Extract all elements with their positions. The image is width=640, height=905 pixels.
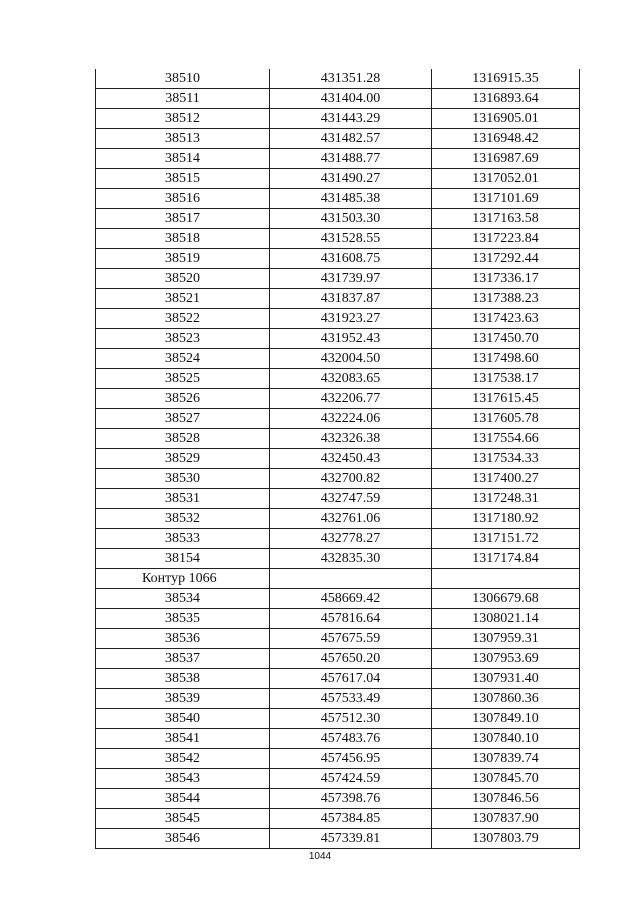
point-number-cell: 38522 xyxy=(96,309,270,329)
y-coordinate-cell: 1317248.31 xyxy=(432,489,580,509)
point-number-cell: 38512 xyxy=(96,109,270,129)
table-row xyxy=(96,109,580,129)
table-row xyxy=(96,469,580,489)
table-row xyxy=(96,489,580,509)
x-coordinate-cell: 432700.82 xyxy=(270,469,432,489)
point-number-cell: 38528 xyxy=(96,429,270,449)
y-coordinate-cell: 1317605.78 xyxy=(432,409,580,429)
y-coordinate-cell: 1317400.27 xyxy=(432,469,580,489)
x-coordinate-cell: 457675.59 xyxy=(270,629,432,649)
point-number-cell: 38534 xyxy=(96,589,270,609)
y-coordinate-cell: 1317163.58 xyxy=(432,209,580,229)
point-number-cell: 38545 xyxy=(96,809,270,829)
point-number-cell: 38539 xyxy=(96,689,270,709)
table-row xyxy=(96,549,580,569)
point-number-cell: 38531 xyxy=(96,489,270,509)
x-coordinate-cell: 432004.50 xyxy=(270,349,432,369)
point-number-cell: 38529 xyxy=(96,449,270,469)
y-coordinate-cell: 1316915.35 xyxy=(432,69,580,89)
table-row xyxy=(96,649,580,669)
y-coordinate-cell: 1307837.90 xyxy=(432,809,580,829)
x-coordinate-cell: 432326.38 xyxy=(270,429,432,449)
x-coordinate-cell: 458669.42 xyxy=(270,589,432,609)
x-coordinate-cell: 457512.30 xyxy=(270,709,432,729)
y-coordinate-cell: 1316893.64 xyxy=(432,89,580,109)
x-coordinate-cell: 432778.27 xyxy=(270,529,432,549)
y-coordinate-cell: 1307931.40 xyxy=(432,669,580,689)
x-coordinate-cell: 431404.00 xyxy=(270,89,432,109)
x-coordinate-cell: 432083.65 xyxy=(270,369,432,389)
table-row xyxy=(96,609,580,629)
x-coordinate-cell: 432835.30 xyxy=(270,549,432,569)
y-coordinate-cell: 1316905.01 xyxy=(432,109,580,129)
x-coordinate-cell: 431528.55 xyxy=(270,229,432,249)
table-row xyxy=(96,689,580,709)
table-row xyxy=(96,669,580,689)
table-row xyxy=(96,249,580,269)
table-row xyxy=(96,209,580,229)
y-coordinate-cell: 1307840.10 xyxy=(432,729,580,749)
point-number-cell: 38519 xyxy=(96,249,270,269)
x-coordinate-cell: 432450.43 xyxy=(270,449,432,469)
empty-cell xyxy=(432,569,580,589)
contour-label: Контур 1066 xyxy=(96,569,270,589)
y-coordinate-cell: 1317450.70 xyxy=(432,329,580,349)
table-row xyxy=(96,329,580,349)
point-number-cell: 38533 xyxy=(96,529,270,549)
y-coordinate-cell: 1307959.31 xyxy=(432,629,580,649)
point-number-cell: 38523 xyxy=(96,329,270,349)
x-coordinate-cell: 457483.76 xyxy=(270,729,432,749)
coordinates-table xyxy=(95,69,580,849)
y-coordinate-cell: 1317292.44 xyxy=(432,249,580,269)
y-coordinate-cell: 1307846.56 xyxy=(432,789,580,809)
x-coordinate-cell: 431608.75 xyxy=(270,249,432,269)
point-number-cell: 38535 xyxy=(96,609,270,629)
x-coordinate-cell: 457617.04 xyxy=(270,669,432,689)
table-row xyxy=(96,449,580,469)
table-row xyxy=(96,149,580,169)
x-coordinate-cell: 457816.64 xyxy=(270,609,432,629)
point-number-cell: 38511 xyxy=(96,89,270,109)
x-coordinate-cell: 431739.97 xyxy=(270,269,432,289)
x-coordinate-cell: 457398.76 xyxy=(270,789,432,809)
point-number-cell: 38510 xyxy=(96,69,270,89)
x-coordinate-cell: 431485.38 xyxy=(270,189,432,209)
y-coordinate-cell: 1316948.42 xyxy=(432,129,580,149)
point-number-cell: 38544 xyxy=(96,789,270,809)
y-coordinate-cell: 1307845.70 xyxy=(432,769,580,789)
table-row xyxy=(96,229,580,249)
point-number-cell: 38514 xyxy=(96,149,270,169)
table-row xyxy=(96,349,580,369)
point-number-cell: 38541 xyxy=(96,729,270,749)
table-row xyxy=(96,429,580,449)
y-coordinate-cell: 1307849.10 xyxy=(432,709,580,729)
table-row xyxy=(96,769,580,789)
y-coordinate-cell: 1317151.72 xyxy=(432,529,580,549)
x-coordinate-cell: 432224.06 xyxy=(270,409,432,429)
point-number-cell: 38527 xyxy=(96,409,270,429)
y-coordinate-cell: 1308021.14 xyxy=(432,609,580,629)
x-coordinate-cell: 457650.20 xyxy=(270,649,432,669)
x-coordinate-cell: 431443.29 xyxy=(270,109,432,129)
table-row xyxy=(96,509,580,529)
empty-cell xyxy=(270,569,432,589)
point-number-cell: 38542 xyxy=(96,749,270,769)
y-coordinate-cell: 1317388.23 xyxy=(432,289,580,309)
y-coordinate-cell: 1317223.84 xyxy=(432,229,580,249)
table-row xyxy=(96,709,580,729)
y-coordinate-cell: 1307953.69 xyxy=(432,649,580,669)
table-row xyxy=(96,729,580,749)
y-coordinate-cell: 1317336.17 xyxy=(432,269,580,289)
x-coordinate-cell: 431503.30 xyxy=(270,209,432,229)
table-row xyxy=(96,749,580,769)
point-number-cell: 38540 xyxy=(96,709,270,729)
x-coordinate-cell: 457339.81 xyxy=(270,829,432,849)
point-number-cell: 38520 xyxy=(96,269,270,289)
y-coordinate-cell: 1317534.33 xyxy=(432,449,580,469)
y-coordinate-cell: 1317554.66 xyxy=(432,429,580,449)
table-row xyxy=(96,69,580,89)
x-coordinate-cell: 432761.06 xyxy=(270,509,432,529)
table-row xyxy=(96,529,580,549)
y-coordinate-cell: 1307839.74 xyxy=(432,749,580,769)
x-coordinate-cell: 431952.43 xyxy=(270,329,432,349)
y-coordinate-cell: 1317498.60 xyxy=(432,349,580,369)
table-row xyxy=(96,809,580,829)
table-row xyxy=(96,189,580,209)
y-coordinate-cell: 1317101.69 xyxy=(432,189,580,209)
x-coordinate-cell: 457424.59 xyxy=(270,769,432,789)
table-row xyxy=(96,89,580,109)
point-number-cell: 38517 xyxy=(96,209,270,229)
coordinates-table-body xyxy=(96,69,580,849)
point-number-cell: 38521 xyxy=(96,289,270,309)
x-coordinate-cell: 457456.95 xyxy=(270,749,432,769)
point-number-cell: 38536 xyxy=(96,629,270,649)
y-coordinate-cell: 1306679.68 xyxy=(432,589,580,609)
y-coordinate-cell: 1317052.01 xyxy=(432,169,580,189)
table-row xyxy=(96,629,580,649)
table-row xyxy=(96,129,580,149)
table-row xyxy=(96,269,580,289)
point-number-cell: 38546 xyxy=(96,829,270,849)
point-number-cell: 38515 xyxy=(96,169,270,189)
y-coordinate-cell: 1316987.69 xyxy=(432,149,580,169)
point-number-cell: 38526 xyxy=(96,389,270,409)
page-number: 1044 xyxy=(308,851,332,862)
y-coordinate-cell: 1307860.36 xyxy=(432,689,580,709)
table-row xyxy=(96,789,580,809)
x-coordinate-cell: 432747.59 xyxy=(270,489,432,509)
x-coordinate-cell: 431490.27 xyxy=(270,169,432,189)
point-number-cell: 38154 xyxy=(96,549,270,569)
contour-header-row xyxy=(96,569,580,589)
point-number-cell: 38530 xyxy=(96,469,270,489)
x-coordinate-cell: 432206.77 xyxy=(270,389,432,409)
table-row xyxy=(96,289,580,309)
point-number-cell: 38538 xyxy=(96,669,270,689)
x-coordinate-cell: 431923.27 xyxy=(270,309,432,329)
point-number-cell: 38525 xyxy=(96,369,270,389)
y-coordinate-cell: 1317423.63 xyxy=(432,309,580,329)
table-row xyxy=(96,389,580,409)
point-number-cell: 38532 xyxy=(96,509,270,529)
point-number-cell: 38524 xyxy=(96,349,270,369)
x-coordinate-cell: 457533.49 xyxy=(270,689,432,709)
point-number-cell: 38543 xyxy=(96,769,270,789)
y-coordinate-cell: 1317615.45 xyxy=(432,389,580,409)
y-coordinate-cell: 1317174.84 xyxy=(432,549,580,569)
y-coordinate-cell: 1317180.92 xyxy=(432,509,580,529)
table-row xyxy=(96,829,580,849)
point-number-cell: 38518 xyxy=(96,229,270,249)
point-number-cell: 38537 xyxy=(96,649,270,669)
x-coordinate-cell: 431351.28 xyxy=(270,69,432,89)
table-row xyxy=(96,589,580,609)
x-coordinate-cell: 457384.85 xyxy=(270,809,432,829)
x-coordinate-cell: 431488.77 xyxy=(270,149,432,169)
table-row xyxy=(96,409,580,429)
x-coordinate-cell: 431837.87 xyxy=(270,289,432,309)
table-row xyxy=(96,309,580,329)
point-number-cell: 38516 xyxy=(96,189,270,209)
y-coordinate-cell: 1307803.79 xyxy=(432,829,580,849)
point-number-cell: 38513 xyxy=(96,129,270,149)
x-coordinate-cell: 431482.57 xyxy=(270,129,432,149)
table-row xyxy=(96,369,580,389)
table-row xyxy=(96,169,580,189)
y-coordinate-cell: 1317538.17 xyxy=(432,369,580,389)
